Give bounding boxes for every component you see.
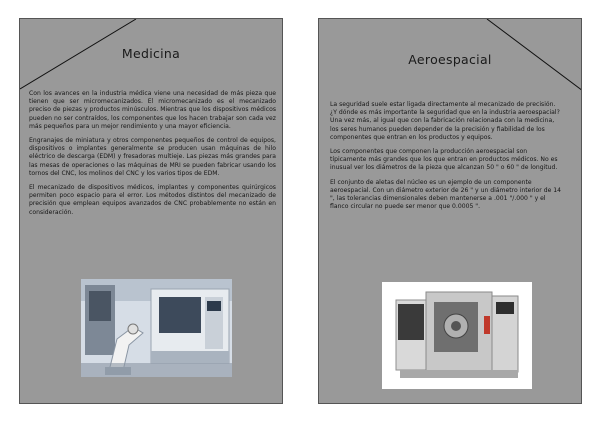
paragraph: La seguridad suele estar ligada directamente al mecanizado de precisión. ¿Y dónde es más importante la seguridad que en la industria aeroespacial? Una vez más, al igual que con la fabricación relacionada con la medicina, los seres humanos pueden depender de la precisión y fiabilidad de los componentes que entran en los productos y equipos. bbox=[330, 101, 560, 141]
aerospace-machine-photo bbox=[382, 282, 532, 389]
paragraph: Los componentes que componen la producción aeroespacial son típicamente más grandes que los que entran en productos médicos. No es inusual ver los diámetros de la pieza que alcanzan 50 " o 60 " de longitud. bbox=[330, 148, 558, 172]
card-title: Medicina bbox=[121, 46, 181, 61]
aeroespacial-card bbox=[318, 18, 582, 404]
card-title: Aeroespacial bbox=[408, 52, 492, 67]
medical-cnc-photo bbox=[81, 279, 232, 377]
card-body bbox=[29, 90, 276, 223]
card-body bbox=[330, 101, 562, 217]
medicina-card bbox=[19, 18, 283, 404]
paragraph: El mecanizado de dispositivos médicos, implantes y componentes quirúrgicos permiten poco espacio para el error. Los métodos distintos del mecanizado de precisión que emplean equipos avanzados de CNC probablemente no están en consideración. bbox=[29, 184, 276, 216]
paragraph: Engranajes de miniatura y otros componentes pequeños de control de equipos, dispositivos o implantes generalmente se producen usan máquinas de hilo eléctrico de descarga (EDM) y fresadoras multieje. Las piezas más grandes para las mesas de operaciones o las máquinas de MRI se pueden fabricar usando los tornos del CNC, los molinos del CNC y los varios tipos de EDM. bbox=[29, 137, 276, 177]
paragraph: Con los avances en la industria médica viene una necesidad de más pieza que tienen que ser micromecanizados. El micromecanizado es el mecanizado preciso de piezas y productos minúsculos. Mientras que los dispositivos médicos pueden no ser contraídos, los componentes que los hacen trabajar son cada vez más pequeños para un mejor rendimiento y una mayor eficiencia. bbox=[29, 90, 276, 130]
paragraph: El conjunto de aletas del núcleo es un ejemplo de un componente aeroespacial. Con un diámetro exterior de 26 " y un diámetro interior de 14 ", las tolerancias dimensionales deben mantenerse a .001 "/.000 " y el flanco circular no puede ser menor que 0.0005 ". bbox=[330, 178, 562, 211]
